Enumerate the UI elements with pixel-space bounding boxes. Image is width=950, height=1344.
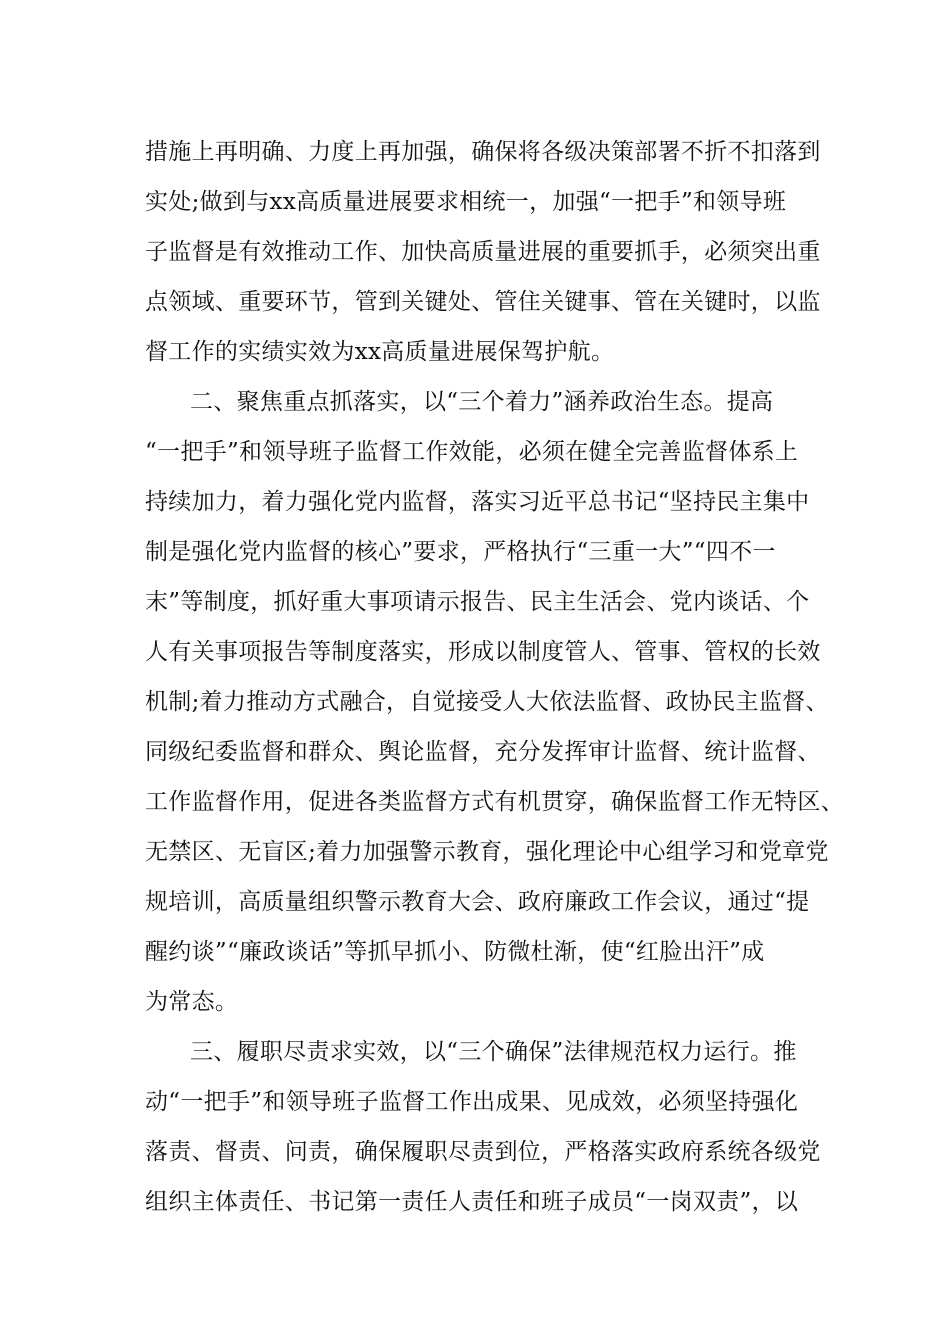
text-line: 督工作的实绩实效为xx高质量进展保驾护航。 xyxy=(145,339,615,365)
text-line: 醒约谈”“廉政谈话”等抓早抓小、防微杜渐，使“红脸出汗”成 xyxy=(145,939,765,965)
paragraph-heading-line: 二、聚焦重点抓落实，以“三个着力”涵养政治生态。提高 xyxy=(190,389,774,415)
text-line: 末”等制度，抓好重大事项请示报告、民主生活会、党内谈话、个 xyxy=(145,589,810,615)
text-line: 为常态。 xyxy=(145,989,239,1015)
text-line: 无禁区、无盲区;着力加强警示教育，强化理论中心组学习和党章党 xyxy=(145,839,829,865)
text-line: 措施上再明确、力度上再加强，确保将各级决策部署不折不扣落到 xyxy=(145,139,821,165)
text-line: 点领域、重要环节，管到关键处、管住关键事、管在关键时，以监 xyxy=(145,289,821,315)
text-line: 工作监督作用，促进各类监督方式有机贯穿，确保监督工作无特区、 xyxy=(145,789,844,815)
text-line: 实处;做到与xx高质量进展要求相统一，加强“一把手”和领导班 xyxy=(145,189,787,215)
text-line: “一把手”和领导班子监督工作效能，必须在健全完善监督体系上 xyxy=(145,439,799,465)
text-line: 持续加力，着力强化党内监督，落实习近平总书记“坚持民主集中 xyxy=(145,489,810,515)
paragraph-heading-line: 三、履职尽责求实效，以“三个确保”法律规范权力运行。推 xyxy=(190,1039,797,1065)
text-line: 制是强化党内监督的核心”要求，严格执行“三重一大”“四不一 xyxy=(145,539,776,565)
text-line: 人有关事项报告等制度落实，形成以制度管人、管事、管权的长效 xyxy=(145,639,821,665)
text-line: 组织主体责任、书记第一责任人责任和班子成员“一岗双责”，以 xyxy=(145,1189,799,1215)
text-line: 落责、督责、问责，确保履职尽责到位，严格落实政府系统各级党 xyxy=(145,1139,821,1165)
text-line: 机制;着力推动方式融合，自觉接受人大依法监督、政协民主监督、 xyxy=(145,689,829,715)
text-line: 子监督是有效推动工作、加快高质量进展的重要抓手，必须突出重 xyxy=(145,239,821,265)
text-line: 规培训，高质量组织警示教育大会、政府廉政工作会议，通过“提 xyxy=(145,889,810,915)
text-line: 动“一把手”和领导班子监督工作出成果、见成效，必须坚持强化 xyxy=(145,1089,799,1115)
text-line: 同级纪委监督和群众、舆论监督，充分发挥审计监督、统计监督、 xyxy=(145,739,821,765)
